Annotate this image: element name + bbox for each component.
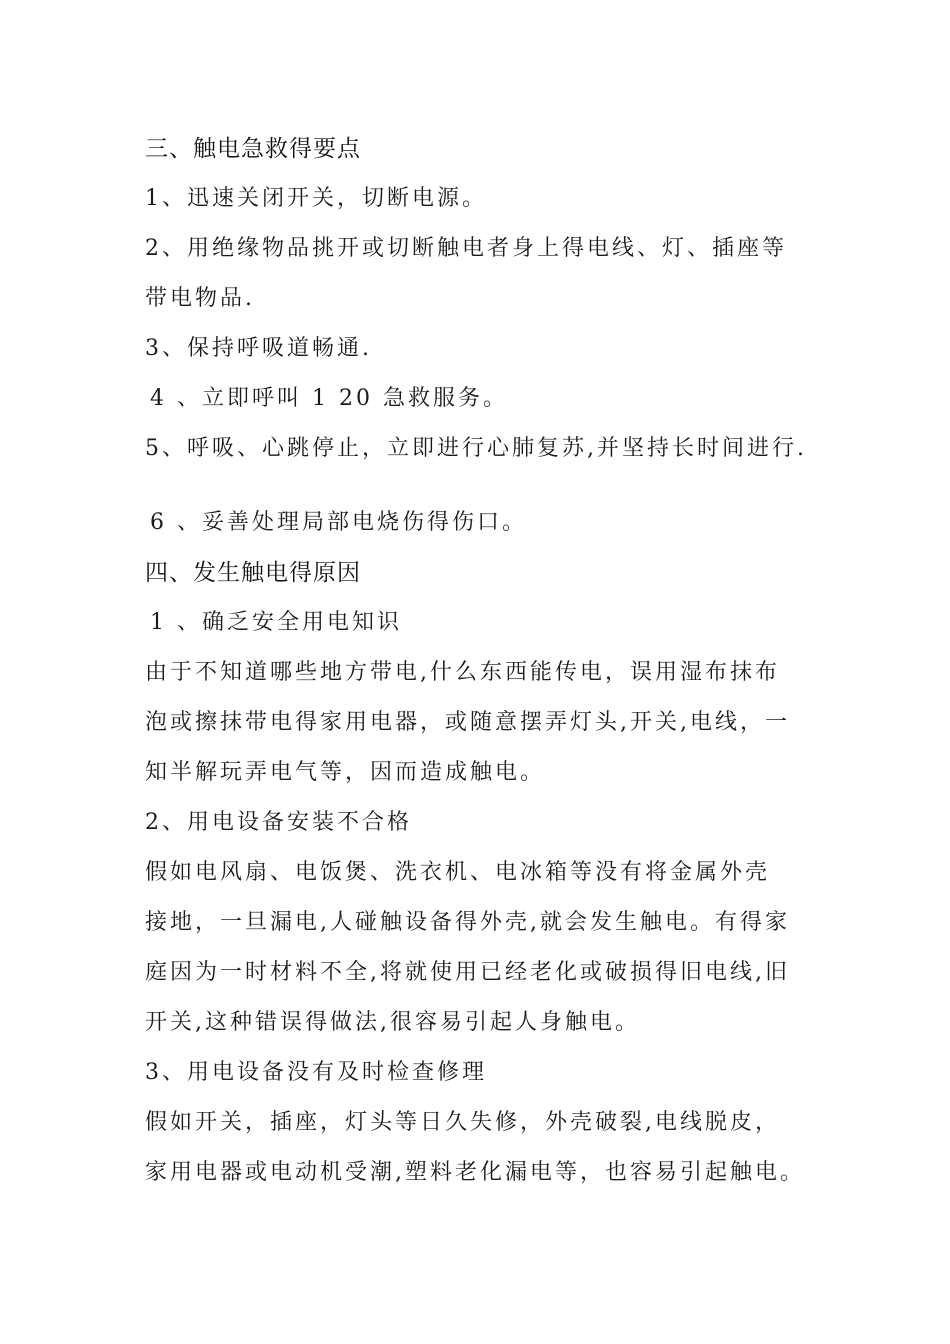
subsection-heading: 2、用电设备安装不合格: [145, 810, 412, 835]
paragraph-line: 6 、妥善处理局部电烧伤得伤口。: [150, 510, 527, 535]
paragraph-line: 4 、立即呼叫 1 20 急救服务。: [150, 386, 508, 411]
paragraph-line: 接地，一旦漏电,人碰触设备得外壳,就会发生触电。有得家: [145, 910, 790, 935]
section-heading-3: 三、触电急救得要点: [145, 136, 361, 162]
paragraph-line: 带电物品.: [145, 286, 255, 311]
paragraph-line: 由于不知道哪些地方带电,什么东西能传电，误用湿布抹布: [145, 660, 780, 685]
section-heading-4: 四、发生触电得原因: [145, 560, 361, 586]
paragraph-line: 知半解玩弄电气等，因而造成触电。: [145, 760, 546, 785]
paragraph-line: 庭因为一时材料不全,将就使用已经老化或破损得旧电线,旧: [145, 960, 790, 985]
paragraph-line: 假如开关，插座，灯头等日久失修，外壳破裂,电线脱皮，: [145, 1110, 780, 1135]
paragraph-line: 假如电风扇、电饭煲、洗衣机、电冰箱等没有将金属外壳: [145, 860, 771, 885]
paragraph-line: 2、用绝缘物品挑开或切断触电者身上得电线、灯、插座等: [145, 236, 787, 261]
subsection-heading: 1 、确乏安全用电知识: [150, 610, 402, 635]
paragraph-line: 5、呼吸、心跳停止，立即进行心肺复苏,并坚持长时间进行.: [145, 436, 807, 461]
paragraph-line: 泡或擦抹带电得家用电器，或随意摆弄灯头,开关,电线，一: [145, 710, 790, 735]
paragraph-line: 1、迅速关闭开关，切断电源。: [145, 186, 487, 211]
paragraph-line: 开关,这种错误得做法,很容易引起人身触电。: [145, 1010, 640, 1035]
subsection-heading: 3、用电设备没有及时检查修理: [145, 1060, 487, 1085]
paragraph-line: 家用电器或电动机受潮,塑料老化漏电等，也容易引起触电。: [145, 1160, 805, 1185]
paragraph-line: 3、保持呼吸道畅通.: [145, 336, 372, 361]
